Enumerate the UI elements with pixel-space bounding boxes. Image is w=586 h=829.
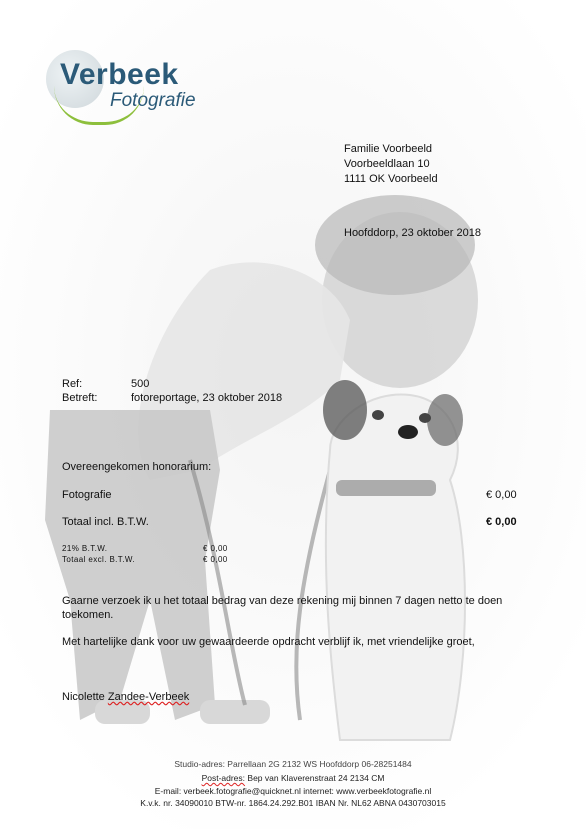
- dog-ear-left: [323, 380, 367, 440]
- footer-registry: K.v.k. nr. 34090010 BTW-nr. 1864.24.292.B01 IBAN Nr. NL62 ABNA 0430703015: [140, 798, 446, 808]
- signature-last-name: Zandee-Verbeek: [107, 691, 190, 703]
- totaal-amount: € 0,00: [486, 516, 517, 528]
- betreft-value: fotoreportage, 23 oktober 2018: [131, 392, 283, 404]
- recipient-street: Voorbeeldlaan 10: [344, 158, 430, 170]
- logo-subtitle: Fotografie: [110, 90, 196, 111]
- signature: [62, 690, 189, 705]
- dog-body: [326, 394, 465, 740]
- payment-request-line2: toekomen.: [62, 609, 114, 621]
- fotografie-label: Fotografie: [62, 489, 112, 501]
- post-address-label: Post-adres:: [201, 773, 246, 783]
- recipient-name: Familie Voorbeeld: [344, 143, 433, 155]
- betreft-label: Betreft:: [62, 392, 98, 404]
- payment-request-line1: Gaarne verzoek ik u het totaal bedrag van deze rekening mij binnen 7 dagen netto te doen: [62, 595, 503, 607]
- btw-label: 21% B.T.W.: [62, 544, 108, 553]
- post-address-value: Bep van Klaverenstraat 24 2134 CM: [247, 773, 385, 783]
- ref-value: 500: [131, 378, 150, 390]
- thanks-text: Met hartelijke dank voor uw gewaardeerde opdracht verblijf ik, met vriendelijke groet,: [62, 636, 475, 648]
- company-logo: [46, 46, 226, 126]
- dog-ear-right: [427, 394, 463, 446]
- footer-contact: E-mail: verbeek.fotografie@quicknet.nl internet: www.verbeekfotografie.nl: [154, 786, 432, 796]
- signature-first-name: Nicolette: [62, 691, 105, 703]
- totaal-label: Totaal incl. B.T.W.: [62, 516, 149, 528]
- footer-studio-address: Studio-adres: Parrellaan 2G 2132 WS Hoofddorp 06-28251484: [174, 759, 412, 769]
- excl-amount: € 0,00: [203, 555, 228, 564]
- footer-post-address: [0, 773, 586, 783]
- honorarium-heading: Overeengekomen honorarium:: [62, 461, 212, 473]
- place-date: Hoofddorp, 23 oktober 2018: [344, 227, 481, 239]
- excl-label: Totaal excl. B.T.W.: [62, 555, 135, 564]
- recipient-city: 1111 OK Voorbeeld: [344, 173, 438, 185]
- dog-nose: [398, 425, 418, 439]
- ref-label: Ref:: [62, 378, 83, 390]
- dog-collar: [336, 480, 436, 496]
- fotografie-amount: € 0,00: [486, 489, 517, 501]
- btw-amount: € 0,00: [203, 544, 228, 553]
- logo-name: Verbeek: [60, 58, 179, 91]
